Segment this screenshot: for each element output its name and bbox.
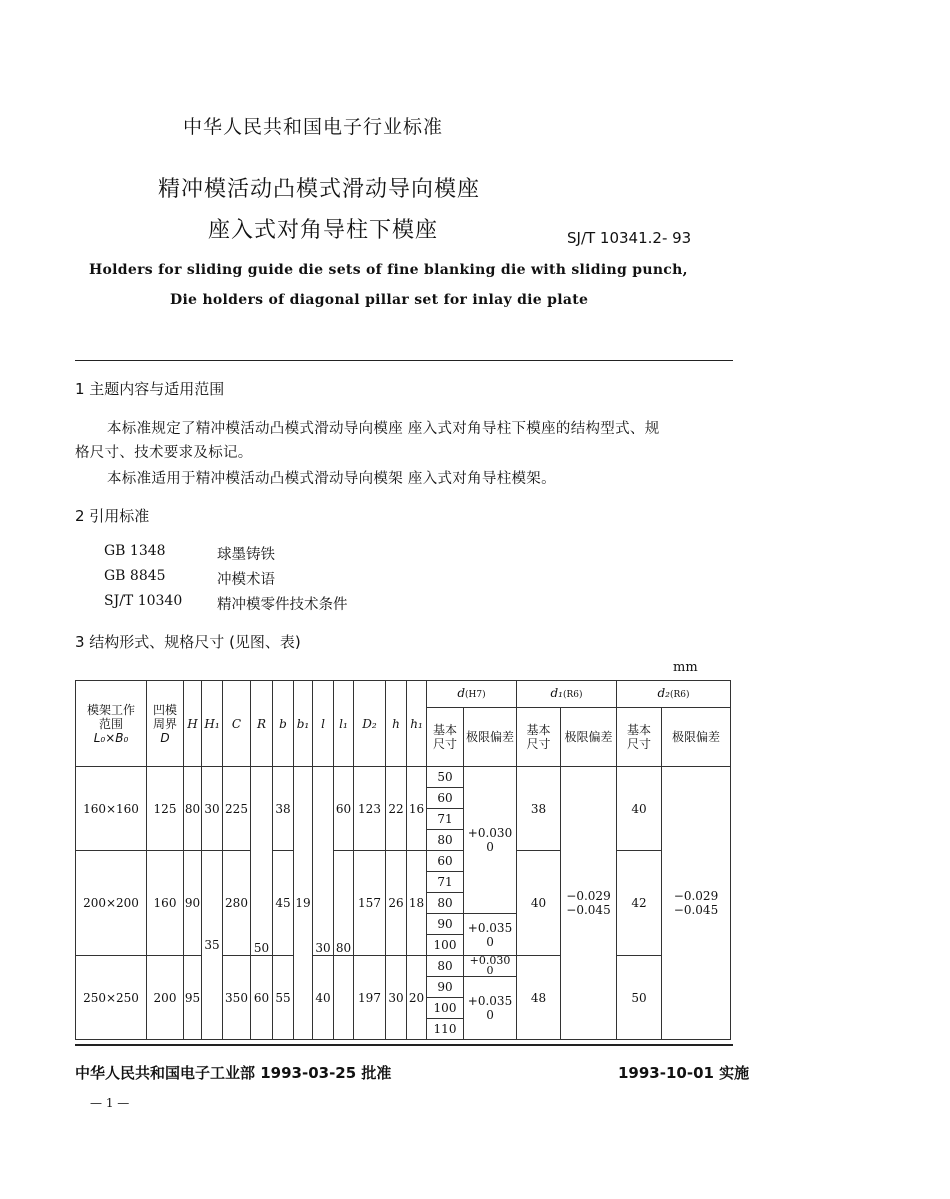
cell-d-size: 100 — [427, 935, 464, 956]
cell-d-size: 80 — [427, 956, 464, 977]
reference-name: 球墨铸铁 — [217, 547, 275, 563]
section3-heading: 3 结构形式、规格尺寸 (见图、表) — [75, 633, 301, 651]
header-l1: l₁ — [334, 681, 354, 767]
header-die-perimeter: 凹模 周界 D — [147, 681, 184, 767]
section2-heading: 2 引用标准 — [75, 507, 150, 525]
issuing-organization: 中华人民共和国电子行业标准 — [183, 116, 444, 138]
cell-h1: 16 — [407, 767, 427, 851]
cell-d-size: 71 — [427, 809, 464, 830]
cell-d-size: 100 — [427, 998, 464, 1019]
header-d1: d₁(R6) — [517, 681, 617, 708]
cell-l1: 60 — [334, 767, 354, 851]
header-b: b — [273, 681, 294, 767]
cell-b: 45 — [273, 851, 294, 956]
header-h1: h₁ — [407, 681, 427, 767]
cell-h: 22 — [386, 767, 407, 851]
reference-code: GB 1348 — [104, 543, 166, 559]
header-H: H — [184, 681, 202, 767]
cell-d-size: 90 — [427, 914, 464, 935]
header-divider — [75, 360, 733, 361]
cell-b1: 19 — [294, 767, 313, 1040]
cell-range: 200×200 — [76, 851, 147, 956]
dimension-table — [75, 680, 731, 1040]
reference-code: SJ/T 10340 — [104, 593, 183, 609]
implementation-date: 1993-10-01 实施 — [618, 1064, 750, 1082]
cell-D2: 157 — [354, 851, 386, 956]
section1-paragraph2: 本标准适用于精冲模活动凸模式滑动导向模架 座入式对角导柱模架。 — [107, 471, 556, 487]
cell-D: 125 — [147, 767, 184, 851]
english-title-line1: Holders for sliding guide die sets of fine blanking die with sliding punch, — [89, 262, 688, 278]
header-l: l — [313, 681, 334, 767]
cell-l-upper: 30 — [313, 767, 334, 956]
cell-d2: 50 — [617, 956, 662, 1040]
cell-h1: 18 — [407, 851, 427, 956]
page-number: — 1 — — [90, 1096, 130, 1110]
cell-d-size: 80 — [427, 830, 464, 851]
cell-l1-blank — [334, 956, 354, 1040]
cell-D: 200 — [147, 956, 184, 1040]
cell-d-tol-d: +0.035 0 — [464, 977, 517, 1040]
cell-d2: 40 — [617, 767, 662, 851]
header-d: d(H7) — [427, 681, 517, 708]
section1-heading: 1 主题内容与适用范围 — [75, 380, 225, 398]
header-working-range: 模架工作 范围 L₀×B₀ — [76, 681, 147, 767]
table-row — [76, 956, 731, 977]
cell-H1: 30 — [202, 767, 223, 851]
cell-C: 280 — [223, 851, 251, 956]
cell-range: 250×250 — [76, 956, 147, 1040]
cell-d-tol-c: +0.030 0 — [464, 956, 517, 977]
cell-H1-lower: 35 — [202, 851, 223, 1040]
table-row — [76, 767, 731, 788]
cell-d1: 38 — [517, 767, 561, 851]
cell-d-tol-a: +0.030 0 — [464, 767, 517, 914]
cell-H: 90 — [184, 851, 202, 956]
reference-name: 冲模术语 — [217, 572, 275, 588]
document-title-line2: 座入式对角导柱下模座 — [208, 218, 439, 243]
reference-name: 精冲模零件技术条件 — [217, 597, 348, 613]
footer-divider — [75, 1044, 733, 1046]
table-row — [76, 851, 731, 872]
cell-h: 30 — [386, 956, 407, 1040]
header-d1-basic-size: 基本 尺寸 — [517, 708, 561, 767]
cell-b: 55 — [273, 956, 294, 1040]
header-C: C — [223, 681, 251, 767]
standard-code: SJ/T 10341.2- 93 — [567, 229, 692, 247]
cell-d1: 40 — [517, 851, 561, 956]
english-title-line2: Die holders of diagonal pillar set for inlay die plate — [170, 292, 589, 308]
approval-statement: 中华人民共和国电子工业部 1993-03-25 批准 — [75, 1064, 392, 1082]
cell-D: 160 — [147, 851, 184, 956]
cell-D2: 123 — [354, 767, 386, 851]
cell-d2: 42 — [617, 851, 662, 956]
cell-H: 80 — [184, 767, 202, 851]
header-d2-basic-size: 基本 尺寸 — [617, 708, 662, 767]
cell-R: 60 — [251, 956, 273, 1040]
cell-d-size: 110 — [427, 1019, 464, 1040]
cell-b: 38 — [273, 767, 294, 851]
cell-d-size: 60 — [427, 788, 464, 809]
cell-D2: 197 — [354, 956, 386, 1040]
cell-d-tol-b: +0.035 0 — [464, 914, 517, 956]
cell-l1-lower: 80 — [334, 851, 354, 956]
header-d-tolerance: 极限偏差 — [464, 708, 517, 767]
header-H1: H₁ — [202, 681, 223, 767]
cell-R-upper: 50 — [251, 767, 273, 956]
header-d-basic-size: 基本 尺寸 — [427, 708, 464, 767]
section1-paragraph1-line1: 本标准规定了精冲模活动凸模式滑动导向模座 座入式对角导柱下模座的结构型式、规 — [107, 421, 660, 437]
cell-l: 40 — [313, 956, 334, 1040]
header-R: R — [251, 681, 273, 767]
cell-H: 95 — [184, 956, 202, 1040]
reference-code: GB 8845 — [104, 568, 166, 584]
cell-d1: 48 — [517, 956, 561, 1040]
cell-d-size: 60 — [427, 851, 464, 872]
header-d2: d₂(R6) — [617, 681, 731, 708]
cell-h1: 20 — [407, 956, 427, 1040]
header-b1: b₁ — [294, 681, 313, 767]
cell-d1-tol: −0.029 −0.045 — [561, 767, 617, 1040]
cell-C: 225 — [223, 767, 251, 851]
header-D2: D₂ — [354, 681, 386, 767]
cell-range: 160×160 — [76, 767, 147, 851]
header-d1-tolerance: 极限偏差 — [561, 708, 617, 767]
cell-d-size: 80 — [427, 893, 464, 914]
header-h: h — [386, 681, 407, 767]
document-title-line1: 精冲模活动凸模式滑动导向模座 — [158, 177, 481, 202]
header-d2-tolerance: 极限偏差 — [662, 708, 731, 767]
cell-h: 26 — [386, 851, 407, 956]
cell-C: 350 — [223, 956, 251, 1040]
cell-d-size: 90 — [427, 977, 464, 998]
cell-d2-tol: −0.029 −0.045 — [662, 767, 731, 1040]
cell-d-size: 50 — [427, 767, 464, 788]
section1-paragraph1-line2: 格尺寸、技术要求及标记。 — [75, 445, 253, 461]
unit-label: mm — [673, 660, 698, 675]
cell-d-size: 71 — [427, 872, 464, 893]
